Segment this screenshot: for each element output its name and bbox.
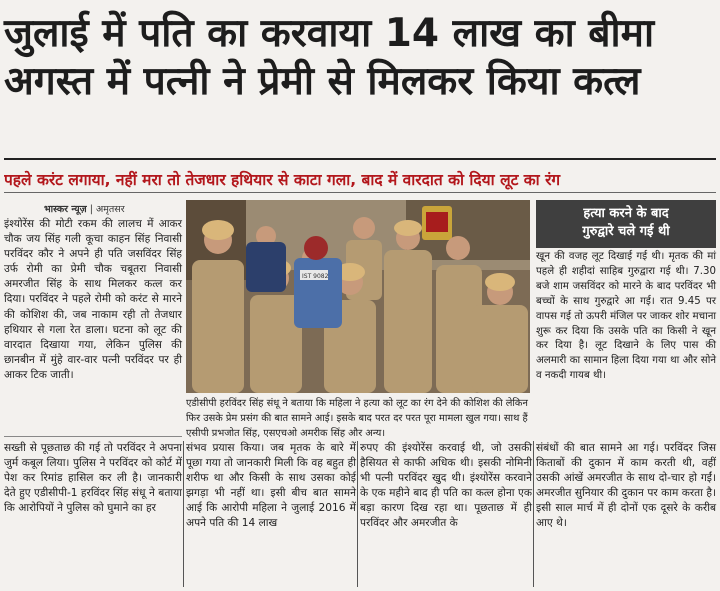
- headline-line-2: अगस्त में पत्नी ने प्रेमी से मिलकर किया कत्ल: [4, 59, 641, 104]
- headline: [4, 10, 716, 106]
- article-paragraph: इंश्योरेंस की मोटी रकम की लालच में आकर चौक जय सिंह गली कूचा काहन सिंह निवासी परविंदर कौर ने अपने ही पति जसविंदर सिंह उर्फ रोमी का प्रेमी चौक चबूतरा निवासी अमरजीत सिंह के साथ मिलकर कत्ल कर दिया। परविंदर ने पहले रोमी को करंट से मारने की कोशिश की, जब नाकाम रही तो तेजधार हथियार से गला रेत डाला। घटना को लूट की वारदात दिखाया गया, लेकिन पुलिस की छानबीन में मुंहे वार-वार पत्नी परविंदर पर ही आकर टिक जाती।: [4, 218, 182, 381]
- sidebar-heading: [536, 200, 716, 248]
- sidebar-heading-line-1: हत्या करने के बाद: [583, 206, 669, 221]
- police-group-photo: [186, 200, 530, 393]
- article-paragraph: संभव प्रयास किया। जब मृतक के बारे में पूछा गया तो जानकारी मिली कि वह बहुत ही शरीफ था और किसी के साथ उसका कोई झगड़ा भी नहीं था। इसी बीच बात सामने आई कि आरोपी महिला ने जुलाई 2016 में अपने पति की 14 लाख: [186, 442, 356, 530]
- column-separator: [533, 441, 534, 587]
- photo-caption: एडीसीपी हरविंदर सिंह संधू ने बताया कि महिला ने हत्या को लूट का रंग देने की कोशिश की लेकिन फिर उसके प्रेम प्रसंग की बात सामने आई। इसके बाद परत दर परत पूरा मामला खुल गया। साथ हैं एसीपी प्रभजोत सिंह, एसएचओ अमरीक सिंह और अन्य।: [186, 398, 528, 439]
- byline-agency: भास्कर न्यूज़: [44, 204, 87, 215]
- article-column-bottom-2: [186, 441, 356, 532]
- article-column-bottom-1: [4, 441, 182, 516]
- article-paragraph: सख्ती से पूछताछ की गई तो परविंदर ने अपना जुर्म कबूल लिया। पुलिस ने परविंदर को कोर्ट में पेश कर रिमांड हासिल कर ली है। जानकारी देते हुए एडीसीपी-1 हरविंदर सिंह संधू ने बताया कि आरोपियों ने पुलिस को घुमाने का हर: [4, 442, 182, 515]
- article-column-bottom-4: [536, 441, 716, 532]
- column-separator: [357, 441, 358, 587]
- headline-line-1: जुलाई में पति का करवाया 14 लाख का बीमा: [4, 11, 655, 56]
- divider: [4, 436, 182, 437]
- divider: [4, 192, 716, 193]
- sidebar-heading-line-2: गुरुद्वारे चले गई थी: [582, 224, 670, 239]
- article-column-left: [4, 217, 182, 383]
- article-column-bottom-3: [360, 441, 532, 532]
- article-paragraph: संबंधों की बात सामने आ गई। परविंदर जिस किताबों की दुकान में काम करती थी, वहीं उसकी आंखें अमरजीत के साथ दो-चार हो गईं। अमरजीत सुनियार की दुकान पर काम करता है। इसी साल मार्च में ही दोनों एक दूसरे के करीब आए थे।: [536, 442, 716, 530]
- subheadline: पहले करंट लगाया, नहीं मरा तो तेजधार हथियार से काटा गला, बाद में वारदात को दिया लूट का रंग: [4, 171, 561, 189]
- photo-placard-text: IST 9082: [302, 273, 329, 280]
- byline: [44, 202, 125, 215]
- sidebar-paragraph: खून की वजह लूट दिखाई गई थी। मृतक की मां पहले ही शहीदां साहिब गुरुद्वारा गई थी। 7.30 बजे शाम जसविंदर को मारने के बाद परविंदर भी बच्चों के साथ गुरुद्वारे आ गई। रात 9.45 पर वापस गई तो ऊपरी मंजिल पर जाकर शोर मचाना शुरू कर दिया कि उसके पति का किसी ने खून कर दिया है। लूट दिखाने के लिए पास की अलमारी का सामान हिला दिया गया था और सोने व नकदी गायब थी।: [536, 251, 716, 382]
- divider: [4, 158, 716, 160]
- byline-place: | अमृतसर: [89, 204, 125, 215]
- news-photo: [186, 200, 530, 393]
- article-paragraph: रुपए की इंश्योरेंस करवाई थी, जो उसकी हैसियत से काफी अधिक थी। इसकी नोमिनी भी पत्नी परविंदर खुद थी। इंश्योरेंस करवाने के एक महीने बाद ही पति का कत्ल होना एक बड़ा कारण दिख रहा था। पूछताछ में ही परविंदर और अमरजीत के: [360, 442, 532, 530]
- column-separator: [183, 441, 184, 587]
- sidebar-column: [536, 250, 716, 384]
